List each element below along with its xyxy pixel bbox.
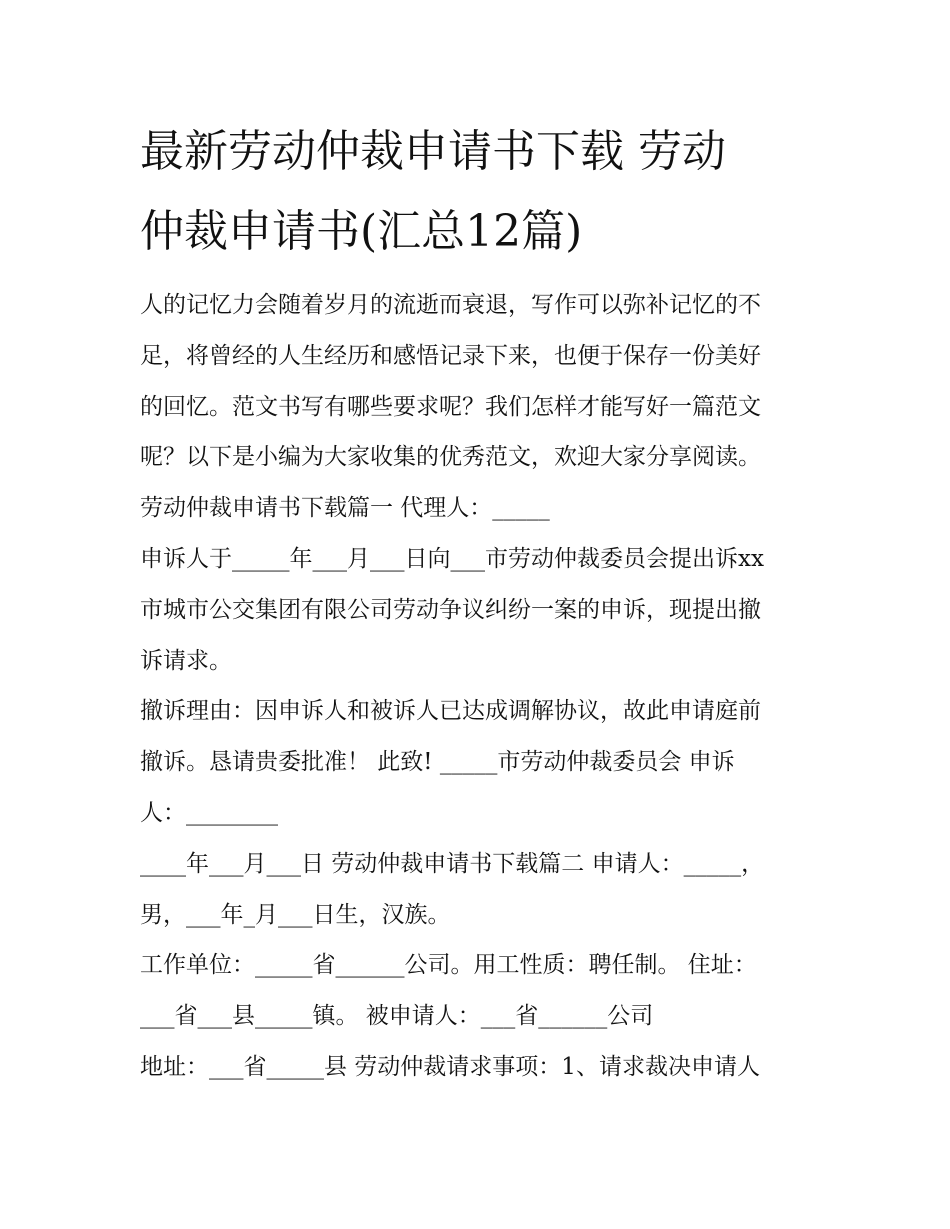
body-line: ____年___月___日 劳动仲裁申请书下载篇二 申请人：_____， [140,850,765,877]
body-line: 劳动仲裁申请书下载篇一 代理人：_____ [140,495,550,522]
body-line: 足，将曾经的人生经历和感悟记录下来，也便于保存一份美好 [140,342,761,369]
body-line: 市城市公交集团有限公司劳动争议纠纷一案的申诉，现提出撤 [140,596,761,623]
body-line: 地址：___省_____县 劳动仲裁请求事项：1、请求裁决申请人 [140,1053,760,1080]
body-line: ___省___县_____镇。 被申请人：___省______公司 [140,1003,654,1030]
document-body [140,280,830,1093]
body-line: 男，___年_月___日生，汉族。 [140,901,451,928]
body-line: 诉请求。 [140,647,232,674]
body-line: 撤诉理由：因申诉人和被诉人已达成调解协议，故此申请庭前 [140,698,761,725]
body-line: 人：________ [140,799,278,826]
body-line: 的回忆。范文书写有哪些要求呢？我们怎样才能写好一篇范文 [140,393,761,420]
body-line: 撤诉。恳请贵委批准！ 此致! _____市劳动仲裁委员会 申诉 [140,749,735,776]
document-title [140,112,840,272]
body-line: 人的记忆力会随着岁月的流逝而衰退，写作可以弥补记忆的不 [140,292,761,318]
body-line: 申诉人于_____年___月___日向___市劳动仲裁委员会提出诉xx [140,545,764,572]
body-line: 工作单位：_____省______公司。用工性质：聘任制。 住址： [140,952,757,979]
title-line: 最新劳动仲裁申请书下载 劳动 [140,126,726,177]
title-line: 仲裁申请书(汇总12篇) [140,206,583,257]
body-line: 呢？以下是小编为大家收集的优秀范文，欢迎大家分享阅读。 [140,444,761,471]
